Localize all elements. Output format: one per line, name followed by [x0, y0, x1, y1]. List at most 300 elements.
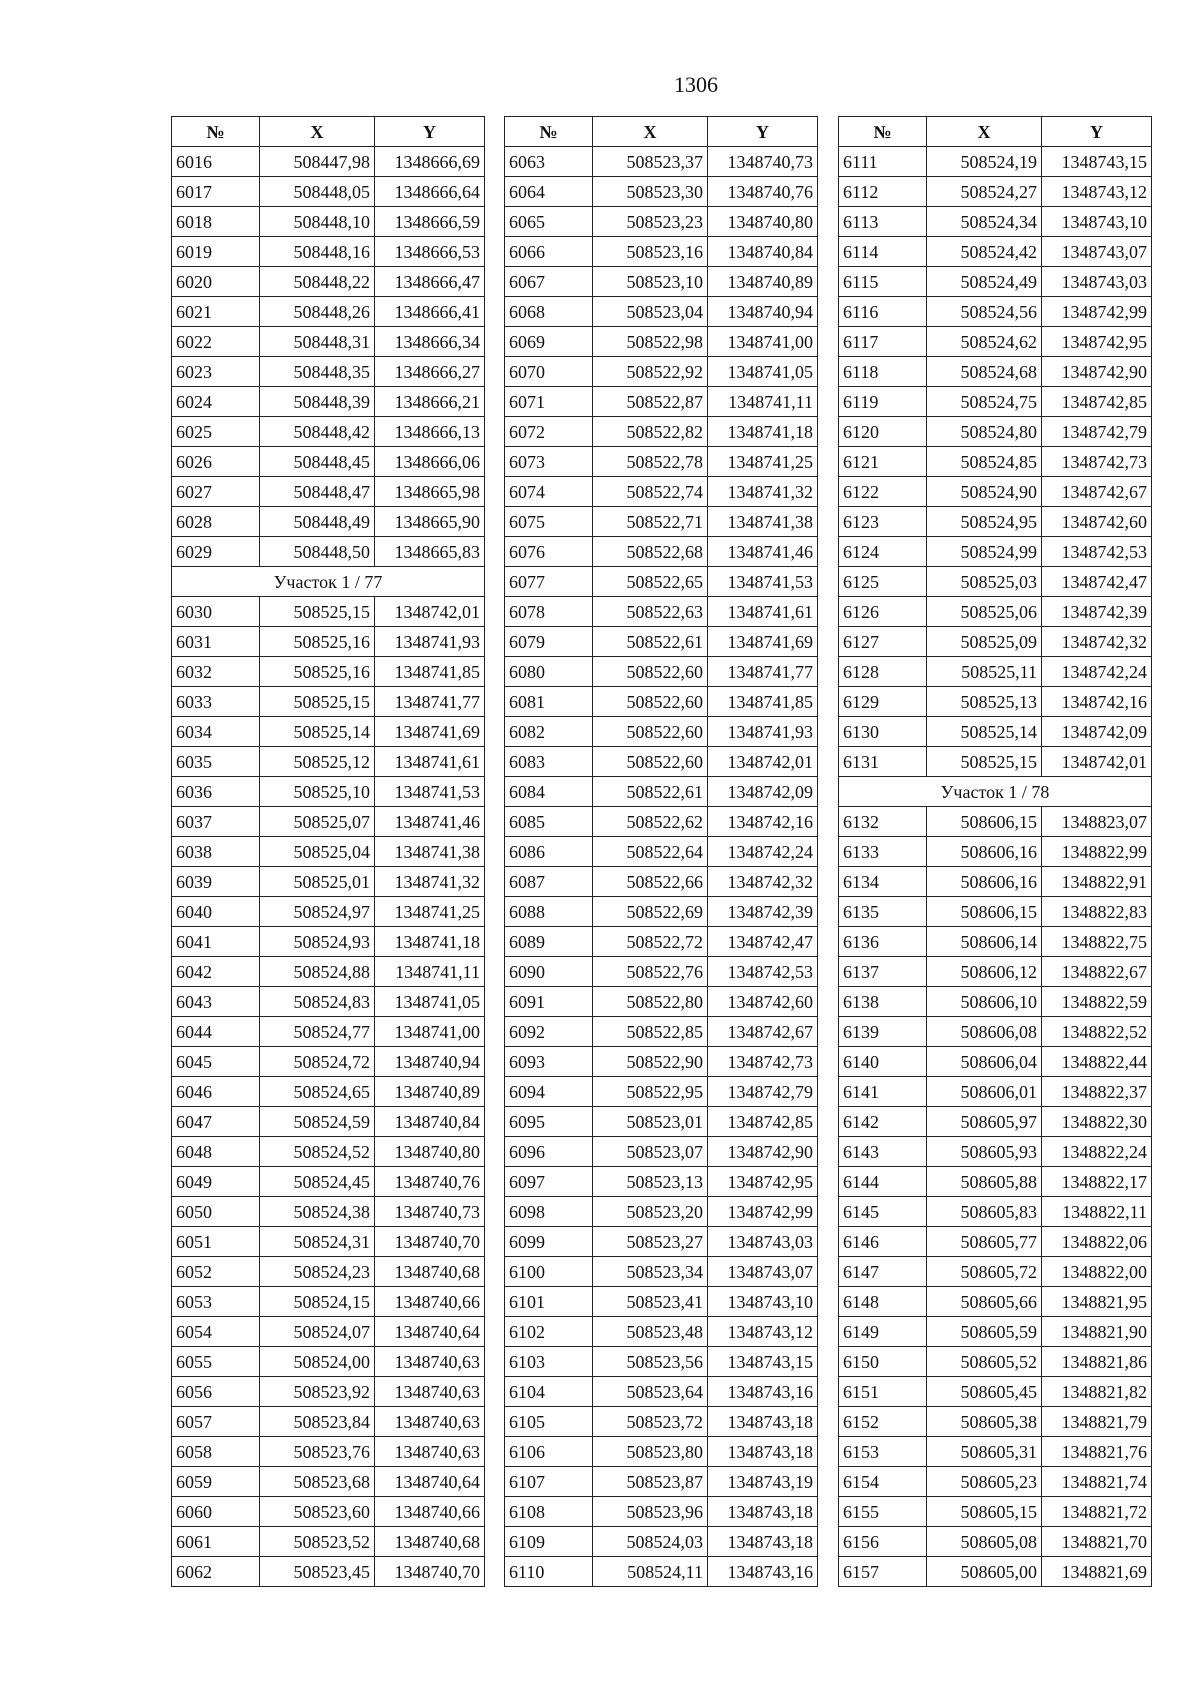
table-row — [839, 1137, 1152, 1167]
x-coordinate: 508522,60 — [593, 687, 708, 717]
point-number: 6029 — [172, 537, 260, 567]
y-coordinate: 1348741,46 — [375, 807, 485, 837]
x-coordinate: 508605,08 — [927, 1527, 1042, 1557]
point-number: 6021 — [172, 297, 260, 327]
point-number: 6147 — [839, 1257, 927, 1287]
x-coordinate: 508523,20 — [593, 1197, 708, 1227]
point-number: 6023 — [172, 357, 260, 387]
x-coordinate: 508522,60 — [593, 747, 708, 777]
table-row — [839, 687, 1152, 717]
point-number: 6153 — [839, 1437, 927, 1467]
point-number: 6117 — [839, 327, 927, 357]
x-coordinate: 508524,27 — [927, 177, 1042, 207]
y-coordinate: 1348741,53 — [708, 567, 818, 597]
x-coordinate: 508605,52 — [927, 1347, 1042, 1377]
table-row — [505, 417, 818, 447]
x-coordinate: 508448,39 — [260, 387, 375, 417]
y-coordinate: 1348823,07 — [1042, 807, 1152, 837]
x-coordinate: 508525,03 — [927, 567, 1042, 597]
x-coordinate: 508522,87 — [593, 387, 708, 417]
point-number: 6098 — [505, 1197, 593, 1227]
table-row — [505, 1257, 818, 1287]
point-number: 6084 — [505, 777, 593, 807]
x-coordinate: 508606,14 — [927, 927, 1042, 957]
point-number: 6130 — [839, 717, 927, 747]
y-coordinate: 1348742,32 — [1042, 627, 1152, 657]
table-row — [505, 1287, 818, 1317]
table-row — [839, 297, 1152, 327]
y-coordinate: 1348741,05 — [375, 987, 485, 1017]
table-row — [839, 507, 1152, 537]
point-number: 6085 — [505, 807, 593, 837]
y-coordinate: 1348741,61 — [375, 747, 485, 777]
table-row — [172, 597, 485, 627]
y-coordinate: 1348743,10 — [708, 1287, 818, 1317]
x-coordinate: 508525,14 — [927, 717, 1042, 747]
y-coordinate: 1348741,11 — [708, 387, 818, 417]
x-coordinate: 508522,71 — [593, 507, 708, 537]
table-row — [839, 597, 1152, 627]
y-coordinate: 1348742,47 — [708, 927, 818, 957]
table-row — [172, 207, 485, 237]
point-number: 6055 — [172, 1347, 260, 1377]
point-number: 6107 — [505, 1467, 593, 1497]
point-number: 6072 — [505, 417, 593, 447]
point-number: 6054 — [172, 1317, 260, 1347]
point-number: 6097 — [505, 1167, 593, 1197]
point-number: 6114 — [839, 237, 927, 267]
point-number: 6080 — [505, 657, 593, 687]
table-row — [172, 177, 485, 207]
y-coordinate: 1348666,34 — [375, 327, 485, 357]
point-number: 6135 — [839, 897, 927, 927]
x-coordinate: 508524,80 — [927, 417, 1042, 447]
table-row — [839, 387, 1152, 417]
table-row — [839, 897, 1152, 927]
y-coordinate: 1348740,63 — [375, 1347, 485, 1377]
x-coordinate: 508524,31 — [260, 1227, 375, 1257]
x-coordinate: 508448,47 — [260, 477, 375, 507]
y-coordinate: 1348743,18 — [708, 1437, 818, 1467]
table-row — [505, 1347, 818, 1377]
y-coordinate: 1348740,73 — [708, 147, 818, 177]
table-row — [505, 747, 818, 777]
point-number: 6151 — [839, 1377, 927, 1407]
y-coordinate: 1348821,79 — [1042, 1407, 1152, 1437]
point-number: 6111 — [839, 147, 927, 177]
y-coordinate: 1348742,85 — [1042, 387, 1152, 417]
point-number: 6078 — [505, 597, 593, 627]
point-number: 6034 — [172, 717, 260, 747]
point-number: 6041 — [172, 927, 260, 957]
point-number: 6056 — [172, 1377, 260, 1407]
table-row — [505, 1437, 818, 1467]
x-coordinate: 508522,64 — [593, 837, 708, 867]
table-row — [505, 147, 818, 177]
table-row — [839, 1167, 1152, 1197]
x-coordinate: 508448,16 — [260, 237, 375, 267]
point-number: 6143 — [839, 1137, 927, 1167]
point-number: 6059 — [172, 1467, 260, 1497]
point-number: 6133 — [839, 837, 927, 867]
point-number: 6040 — [172, 897, 260, 927]
y-coordinate: 1348740,63 — [375, 1377, 485, 1407]
y-coordinate: 1348666,53 — [375, 237, 485, 267]
x-coordinate: 508523,07 — [593, 1137, 708, 1167]
table-row — [505, 267, 818, 297]
table-row — [839, 1317, 1152, 1347]
table-row — [839, 1287, 1152, 1317]
y-coordinate: 1348741,93 — [375, 627, 485, 657]
y-coordinate: 1348741,61 — [708, 597, 818, 627]
point-number: 6121 — [839, 447, 927, 477]
table-row — [172, 147, 485, 177]
x-coordinate: 508523,68 — [260, 1467, 375, 1497]
table-row — [505, 1317, 818, 1347]
table-row — [839, 1407, 1152, 1437]
point-number: 6019 — [172, 237, 260, 267]
y-coordinate: 1348822,67 — [1042, 957, 1152, 987]
y-coordinate: 1348666,69 — [375, 147, 485, 177]
x-coordinate: 508524,19 — [927, 147, 1042, 177]
x-coordinate: 508524,49 — [927, 267, 1042, 297]
y-coordinate: 1348666,06 — [375, 447, 485, 477]
table-row — [839, 1077, 1152, 1107]
y-coordinate: 1348743,15 — [708, 1347, 818, 1377]
point-number: 6030 — [172, 597, 260, 627]
x-coordinate: 508523,72 — [593, 1407, 708, 1437]
y-coordinate: 1348822,83 — [1042, 897, 1152, 927]
point-number: 6149 — [839, 1317, 927, 1347]
point-number: 6026 — [172, 447, 260, 477]
point-number: 6145 — [839, 1197, 927, 1227]
x-coordinate: 508524,59 — [260, 1107, 375, 1137]
point-number: 6156 — [839, 1527, 927, 1557]
table-row — [505, 927, 818, 957]
y-coordinate: 1348743,18 — [708, 1497, 818, 1527]
table-row — [839, 357, 1152, 387]
point-number: 6063 — [505, 147, 593, 177]
y-coordinate: 1348740,94 — [375, 1047, 485, 1077]
x-coordinate: 508523,96 — [593, 1497, 708, 1527]
table-row — [505, 477, 818, 507]
y-coordinate: 1348821,86 — [1042, 1347, 1152, 1377]
table-row — [172, 1437, 485, 1467]
table-row — [839, 1497, 1152, 1527]
point-number: 6075 — [505, 507, 593, 537]
point-number: 6076 — [505, 537, 593, 567]
y-coordinate: 1348666,21 — [375, 387, 485, 417]
point-number: 6152 — [839, 1407, 927, 1437]
table-row — [172, 1287, 485, 1317]
point-number: 6036 — [172, 777, 260, 807]
x-coordinate: 508605,15 — [927, 1497, 1042, 1527]
table-row — [505, 297, 818, 327]
y-coordinate: 1348741,11 — [375, 957, 485, 987]
x-coordinate: 508523,37 — [593, 147, 708, 177]
x-coordinate: 508523,87 — [593, 1467, 708, 1497]
header-row — [505, 117, 818, 147]
table-row — [505, 1377, 818, 1407]
section-label: Участок 1 / 78 — [839, 777, 1152, 807]
y-coordinate: 1348740,66 — [375, 1287, 485, 1317]
y-coordinate: 1348742,79 — [1042, 417, 1152, 447]
point-number: 6134 — [839, 867, 927, 897]
y-coordinate: 1348740,68 — [375, 1257, 485, 1287]
point-number: 6146 — [839, 1227, 927, 1257]
point-number: 6127 — [839, 627, 927, 657]
y-coordinate: 1348741,93 — [708, 717, 818, 747]
table-row — [172, 1407, 485, 1437]
table-row — [839, 1197, 1152, 1227]
point-number: 6103 — [505, 1347, 593, 1377]
header-row — [839, 117, 1152, 147]
table-row — [172, 507, 485, 537]
table-row — [839, 177, 1152, 207]
point-number: 6102 — [505, 1317, 593, 1347]
table-row — [172, 477, 485, 507]
point-number: 6083 — [505, 747, 593, 777]
x-coordinate: 508523,92 — [260, 1377, 375, 1407]
y-coordinate: 1348742,32 — [708, 867, 818, 897]
x-coordinate: 508522,68 — [593, 537, 708, 567]
x-coordinate: 508524,75 — [927, 387, 1042, 417]
y-coordinate: 1348741,25 — [375, 897, 485, 927]
point-number: 6067 — [505, 267, 593, 297]
table-row — [505, 447, 818, 477]
point-number: 6038 — [172, 837, 260, 867]
table-row — [172, 417, 485, 447]
y-coordinate: 1348742,47 — [1042, 567, 1152, 597]
y-coordinate: 1348821,70 — [1042, 1527, 1152, 1557]
table-row — [172, 717, 485, 747]
point-number: 6144 — [839, 1167, 927, 1197]
table-row — [505, 387, 818, 417]
y-coordinate: 1348741,77 — [708, 657, 818, 687]
table-row — [172, 387, 485, 417]
coordinates-table-2 — [504, 116, 818, 1587]
y-coordinate: 1348742,99 — [1042, 297, 1152, 327]
table-row — [172, 627, 485, 657]
y-coordinate: 1348740,89 — [375, 1077, 485, 1107]
x-coordinate: 508523,23 — [593, 207, 708, 237]
table-row — [172, 1167, 485, 1197]
table-row — [505, 987, 818, 1017]
point-number: 6110 — [505, 1557, 593, 1587]
y-coordinate: 1348822,44 — [1042, 1047, 1152, 1077]
x-coordinate: 508524,93 — [260, 927, 375, 957]
point-number: 6137 — [839, 957, 927, 987]
y-coordinate: 1348742,01 — [1042, 747, 1152, 777]
y-coordinate: 1348740,70 — [375, 1227, 485, 1257]
x-coordinate: 508524,97 — [260, 897, 375, 927]
y-coordinate: 1348740,63 — [375, 1437, 485, 1467]
x-coordinate: 508522,65 — [593, 567, 708, 597]
y-coordinate: 1348742,09 — [1042, 717, 1152, 747]
x-coordinate: 508523,30 — [593, 177, 708, 207]
table-row — [505, 1557, 818, 1587]
point-number: 6079 — [505, 627, 593, 657]
table-row — [839, 1377, 1152, 1407]
header-num: № — [505, 117, 593, 147]
section-row — [839, 777, 1152, 807]
y-coordinate: 1348821,82 — [1042, 1377, 1152, 1407]
x-coordinate: 508523,16 — [593, 237, 708, 267]
point-number: 6092 — [505, 1017, 593, 1047]
x-coordinate: 508524,62 — [927, 327, 1042, 357]
x-coordinate: 508448,42 — [260, 417, 375, 447]
x-coordinate: 508524,88 — [260, 957, 375, 987]
table-row — [839, 1437, 1152, 1467]
x-coordinate: 508522,92 — [593, 357, 708, 387]
y-coordinate: 1348821,69 — [1042, 1557, 1152, 1587]
point-number: 6128 — [839, 657, 927, 687]
x-coordinate: 508523,45 — [260, 1557, 375, 1587]
x-coordinate: 508524,00 — [260, 1347, 375, 1377]
table-row — [839, 987, 1152, 1017]
y-coordinate: 1348743,12 — [708, 1317, 818, 1347]
y-coordinate: 1348740,76 — [708, 177, 818, 207]
y-coordinate: 1348822,00 — [1042, 1257, 1152, 1287]
x-coordinate: 508524,65 — [260, 1077, 375, 1107]
x-coordinate: 508522,63 — [593, 597, 708, 627]
x-coordinate: 508523,48 — [593, 1317, 708, 1347]
point-number: 6037 — [172, 807, 260, 837]
point-number: 6042 — [172, 957, 260, 987]
y-coordinate: 1348665,90 — [375, 507, 485, 537]
x-coordinate: 508448,49 — [260, 507, 375, 537]
table-row — [172, 1017, 485, 1047]
point-number: 6116 — [839, 297, 927, 327]
point-number: 6087 — [505, 867, 593, 897]
point-number: 6132 — [839, 807, 927, 837]
table-row — [172, 657, 485, 687]
y-coordinate: 1348742,85 — [708, 1107, 818, 1137]
x-coordinate: 508606,15 — [927, 897, 1042, 927]
table-row — [839, 1047, 1152, 1077]
x-coordinate: 508525,12 — [260, 747, 375, 777]
table-row — [172, 267, 485, 297]
header-y: Y — [1042, 117, 1152, 147]
y-coordinate: 1348742,39 — [708, 897, 818, 927]
point-number: 6126 — [839, 597, 927, 627]
table-row — [172, 1227, 485, 1257]
table-row — [172, 537, 485, 567]
table-row — [505, 957, 818, 987]
y-coordinate: 1348822,06 — [1042, 1227, 1152, 1257]
table-row — [172, 1527, 485, 1557]
y-coordinate: 1348742,53 — [708, 957, 818, 987]
x-coordinate: 508524,72 — [260, 1047, 375, 1077]
x-coordinate: 508525,01 — [260, 867, 375, 897]
point-number: 6058 — [172, 1437, 260, 1467]
x-coordinate: 508525,04 — [260, 837, 375, 867]
x-coordinate: 508524,38 — [260, 1197, 375, 1227]
point-number: 6018 — [172, 207, 260, 237]
table-row — [505, 837, 818, 867]
point-number: 6048 — [172, 1137, 260, 1167]
y-coordinate: 1348742,09 — [708, 777, 818, 807]
x-coordinate: 508525,16 — [260, 627, 375, 657]
table-row — [505, 567, 818, 597]
y-coordinate: 1348666,41 — [375, 297, 485, 327]
y-coordinate: 1348742,90 — [708, 1137, 818, 1167]
table-row — [839, 627, 1152, 657]
y-coordinate: 1348743,07 — [1042, 237, 1152, 267]
x-coordinate: 508448,10 — [260, 207, 375, 237]
point-number: 6024 — [172, 387, 260, 417]
point-number: 6122 — [839, 477, 927, 507]
y-coordinate: 1348821,74 — [1042, 1467, 1152, 1497]
y-coordinate: 1348742,24 — [708, 837, 818, 867]
page-number: 1306 — [674, 72, 718, 97]
y-coordinate: 1348666,13 — [375, 417, 485, 447]
x-coordinate: 508605,38 — [927, 1407, 1042, 1437]
x-coordinate: 508522,85 — [593, 1017, 708, 1047]
point-number: 6101 — [505, 1287, 593, 1317]
point-number: 6071 — [505, 387, 593, 417]
table-row — [839, 567, 1152, 597]
x-coordinate: 508524,52 — [260, 1137, 375, 1167]
y-coordinate: 1348741,18 — [708, 417, 818, 447]
y-coordinate: 1348743,12 — [1042, 177, 1152, 207]
table-row — [172, 897, 485, 927]
y-coordinate: 1348821,76 — [1042, 1437, 1152, 1467]
table-row — [839, 1467, 1152, 1497]
x-coordinate: 508605,72 — [927, 1257, 1042, 1287]
point-number: 6113 — [839, 207, 927, 237]
x-coordinate: 508447,98 — [260, 147, 375, 177]
table-row — [172, 687, 485, 717]
x-coordinate: 508605,23 — [927, 1467, 1042, 1497]
x-coordinate: 508525,06 — [927, 597, 1042, 627]
y-coordinate: 1348742,90 — [1042, 357, 1152, 387]
table-row — [172, 327, 485, 357]
header-x: X — [593, 117, 708, 147]
point-number: 6022 — [172, 327, 260, 357]
point-number: 6154 — [839, 1467, 927, 1497]
table-row — [505, 1467, 818, 1497]
table-row — [505, 1107, 818, 1137]
point-number: 6141 — [839, 1077, 927, 1107]
y-coordinate: 1348741,32 — [708, 477, 818, 507]
point-number: 6120 — [839, 417, 927, 447]
y-coordinate: 1348821,72 — [1042, 1497, 1152, 1527]
table-row — [172, 1197, 485, 1227]
point-number: 6020 — [172, 267, 260, 297]
y-coordinate: 1348742,53 — [1042, 537, 1152, 567]
table-row — [505, 537, 818, 567]
header-y: Y — [708, 117, 818, 147]
table-row — [172, 987, 485, 1017]
x-coordinate: 508522,98 — [593, 327, 708, 357]
y-coordinate: 1348741,38 — [708, 507, 818, 537]
y-coordinate: 1348742,01 — [375, 597, 485, 627]
point-number: 6043 — [172, 987, 260, 1017]
x-coordinate: 508523,80 — [593, 1437, 708, 1467]
table-row — [172, 357, 485, 387]
table-row — [505, 1077, 818, 1107]
y-coordinate: 1348742,73 — [708, 1047, 818, 1077]
y-coordinate: 1348666,64 — [375, 177, 485, 207]
table-row — [839, 1107, 1152, 1137]
table-row — [839, 657, 1152, 687]
y-coordinate: 1348743,16 — [708, 1377, 818, 1407]
table-row — [839, 927, 1152, 957]
x-coordinate: 508606,16 — [927, 867, 1042, 897]
x-coordinate: 508523,13 — [593, 1167, 708, 1197]
table-row — [172, 837, 485, 867]
